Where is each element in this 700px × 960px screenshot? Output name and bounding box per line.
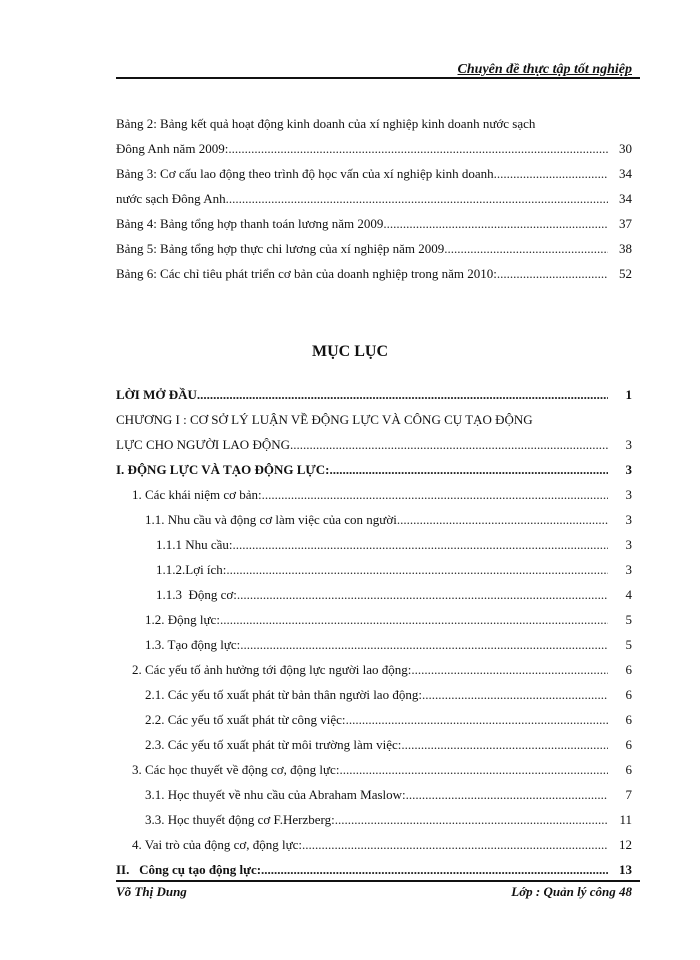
toc-entry[interactable]: LỰC CHO NGƯỜI LAO ĐỘNG. ..... 3 [116,431,632,453]
page-number: 6 [625,687,632,702]
page-number: 6 [625,737,632,752]
toc-entry[interactable]: 1. Các khái niệm cơ bản: ..... 3 [132,481,632,503]
toc-entry[interactable]: 1.1.3 Động cơ: ..... 4 [156,581,632,603]
toc-entry[interactable]: LỜI MỞ ĐẦU ..... 1 [116,381,632,403]
toc-entry[interactable]: 1.1. Nhu cầu và động cơ làm việc của con người ..... 3 [145,506,632,528]
toc-entry[interactable]: 3.3. Học thuyết động cơ F.Herzberg: ..... 11 [145,806,632,828]
toc-entry[interactable]: 1.2. Động lực: ..... 5 [145,606,632,628]
toc-entry[interactable]: 2.1. Các yếu tố xuất phát từ bản thân người lao động: ..... 6 [145,681,632,703]
page-number: 34 [619,191,632,206]
page-number: 3 [625,437,632,452]
page-number: 30 [619,141,632,156]
page-number: 6 [625,762,632,777]
page-number: 38 [619,241,632,256]
toc-entry[interactable]: 1.1.1 Nhu cầu: ..... 3 [156,531,632,553]
toc-entry[interactable]: CHƯƠNG I : CƠ SỞ LÝ LUẬN VỀ ĐỘNG LỰC VÀ CÔNG CỤ TẠO ĐỘNG [116,412,533,427]
toc-entry[interactable]: 2.2. Các yếu tố xuất phát từ công việc: ..... 6 [145,706,632,728]
table-entry[interactable]: nước sạch Đông Anh ..... 34 [116,185,632,207]
toc-entry[interactable]: 1.1.2.Lợi ích: ..... 3 [156,556,632,578]
page-number: 4 [625,587,632,602]
page-number: 52 [619,266,632,281]
toc-title: MỤC LỤC [312,343,388,360]
toc-entry[interactable]: 2. Các yếu tố ảnh hưởng tới động lực người lao động: ..... 6 [132,656,632,678]
table-entry[interactable]: Bảng 4: Bảng tổng hợp thanh toán lương năm 2009 ..... 37 [116,210,632,232]
page-number: 37 [619,216,632,231]
page-number: 6 [625,712,632,727]
page-number: 3 [625,487,632,502]
footer-rule [116,880,640,882]
table-entry[interactable]: Bảng 3: Cơ cấu lao động theo trình độ học vấn của xí nghiệp kinh doanh ..... 34 [116,160,632,182]
page-number: 13 [619,862,632,877]
page-number: 3 [625,462,632,477]
footer-class: Lớp : Quản lý công 48 [511,884,632,899]
table-entry[interactable]: Đông Anh năm 2009: ..... 30 [116,135,632,157]
page-number: 3 [625,537,632,552]
page-number: 6 [625,662,632,677]
toc-entry[interactable]: II. Công cụ tạo động lực: ..... 13 [116,856,632,878]
toc-entry[interactable]: 2.3. Các yếu tố xuất phát từ môi trường làm việc: ..... 6 [145,731,632,753]
page-number: 1 [625,387,632,402]
table-entry[interactable]: Bảng 6: Các chỉ tiêu phát triển cơ bản của doanh nghiệp trong năm 2010: ..... 52 [116,260,632,282]
footer-author: Võ Thị Dung [116,884,187,899]
toc-entry[interactable]: 4. Vai trò của động cơ, động lực: ..... 12 [132,831,632,853]
toc-entry[interactable]: I. ĐỘNG LỰC VÀ TẠO ĐỘNG LỰC: ..... 3 [116,456,632,478]
page-number: 5 [625,637,632,652]
header-title: Chuyên đề thực tập tốt nghiệp [457,62,632,77]
table-entry[interactable]: Bảng 5: Bảng tổng hợp thực chi lương của xí nghiệp năm 2009 ..... 38 [116,235,632,257]
table-entry[interactable]: Bảng 2: Bảng kết quả hoạt động kinh doanh của xí nghiệp kinh doanh nước sạch [116,116,536,131]
page-number: 12 [619,837,632,852]
page-number: 5 [625,612,632,627]
page-number: 34 [619,166,632,181]
toc-entry[interactable]: 1.3. Tạo động lực: ..... 5 [145,631,632,653]
toc-entry[interactable]: 3.1. Học thuyết về nhu cầu của Abraham Maslow: ..... 7 [145,781,632,803]
page-number: 3 [625,512,632,527]
page-number: 7 [625,787,632,802]
page-number: 11 [619,812,632,827]
page-number: 3 [625,562,632,577]
header-rule [116,77,640,79]
toc-entry[interactable]: 3. Các học thuyết về động cơ, động lực: ..... 6 [132,756,632,778]
